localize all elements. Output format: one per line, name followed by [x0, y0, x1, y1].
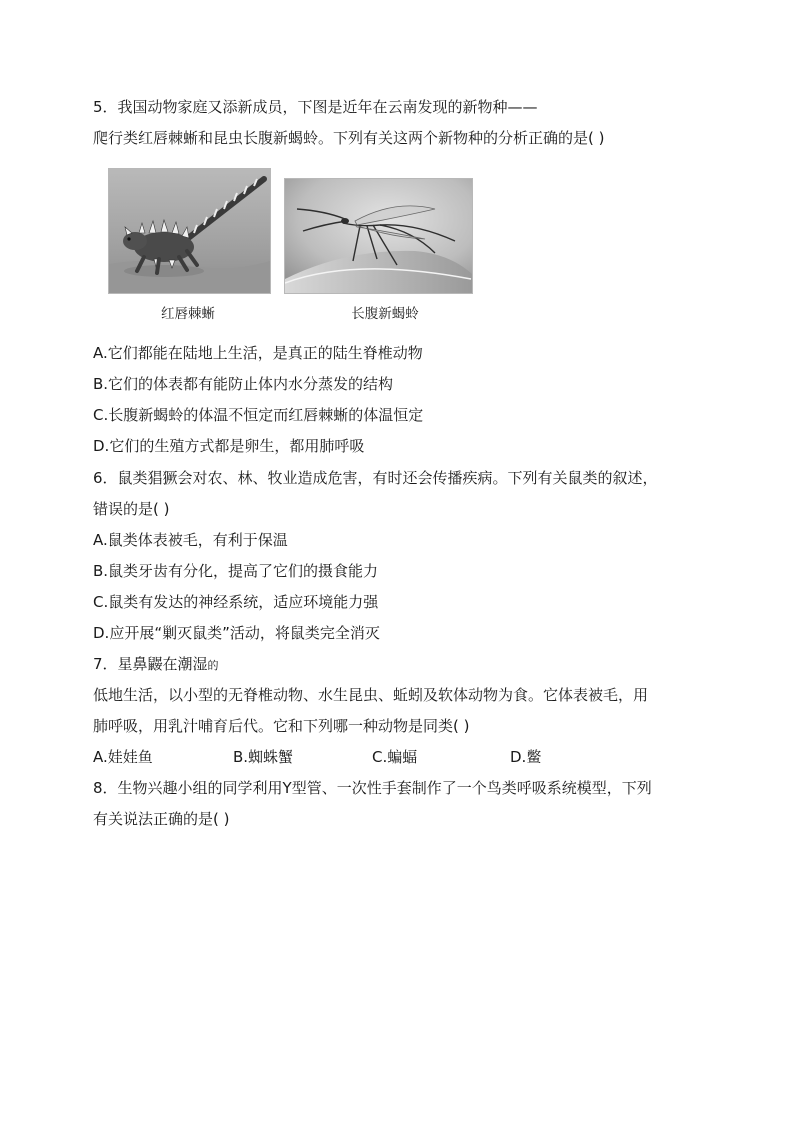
scorpionfly-photo	[284, 178, 473, 294]
q7-stem-line2: 低地生活，以小型的无脊椎动物、水生昆虫、蚯蚓及软体动物为食。它体表被毛，用	[93, 686, 649, 704]
q6-option-d: D.应开展“剿灭鼠类”活动，将鼠类完全消灭	[93, 624, 380, 642]
q7-options-row	[93, 747, 593, 767]
q7-stem-text: 7．星鼻鼹在潮湿	[93, 655, 208, 673]
q8-stem-line2: 有关说法正确的是( )	[93, 810, 230, 828]
q8-stem-line1: 8．生物兴趣小组的同学利用Y型管、一次性手套制作了一个鸟类呼吸系统模型，下列	[93, 779, 652, 797]
lizard-caption: 红唇棘蜥	[161, 306, 215, 322]
q6-option-b: B.鼠类牙齿有分化，提高了它们的摄食能力	[93, 562, 379, 580]
q6-option-c: C.鼠类有发达的神经系统，适应环境能力强	[93, 593, 379, 611]
q5-option-c: C.长腹新蝎蛉的体温不恒定而红唇棘蜥的体温恒定	[93, 406, 424, 424]
lizard-photo	[108, 168, 271, 294]
q6-stem-line2: 错误的是( )	[93, 500, 170, 518]
scorpionfly-caption: 长腹新蝎蛉	[351, 306, 419, 322]
q5-option-b: B.它们的体表都有能防止体内水分蒸发的结构	[93, 375, 394, 393]
q5-option-d: D.它们的生殖方式都是卵生，都用肺呼吸	[93, 437, 365, 455]
q7-option-b: B.蜘蛛蟹	[233, 748, 294, 766]
q7-option-a: A.娃娃鱼	[93, 748, 153, 766]
q5-stem-line2: 爬行类红唇棘蜥和昆虫长腹新蝎蛉。下列有关这两个新物种的分析正确的是( )	[93, 129, 605, 147]
q6-stem-line1: 6．鼠类猖獗会对农、林、牧业造成危害，有时还会传播疾病。下列有关鼠类的叙述，	[93, 469, 658, 487]
q7-option-d: D.鳖	[510, 748, 542, 766]
q7-stem-line1	[93, 654, 219, 676]
q7-stem-line3: 肺呼吸，用乳汁哺育后代。它和下列哪一种动物是同类( )	[93, 717, 470, 735]
q7-option-c: C.蝙蝠	[372, 748, 418, 766]
q6-option-a: A.鼠类体表被毛，有利于保温	[93, 531, 288, 549]
q5-stem-line1: 5．我国动物家庭又添新成员，下图是近年在云南发现的新物种——	[93, 98, 538, 116]
q7-stem-suffix: 的	[207, 659, 219, 672]
q5-option-a: A.它们都能在陆地上生活，是真正的陆生脊椎动物	[93, 344, 423, 362]
